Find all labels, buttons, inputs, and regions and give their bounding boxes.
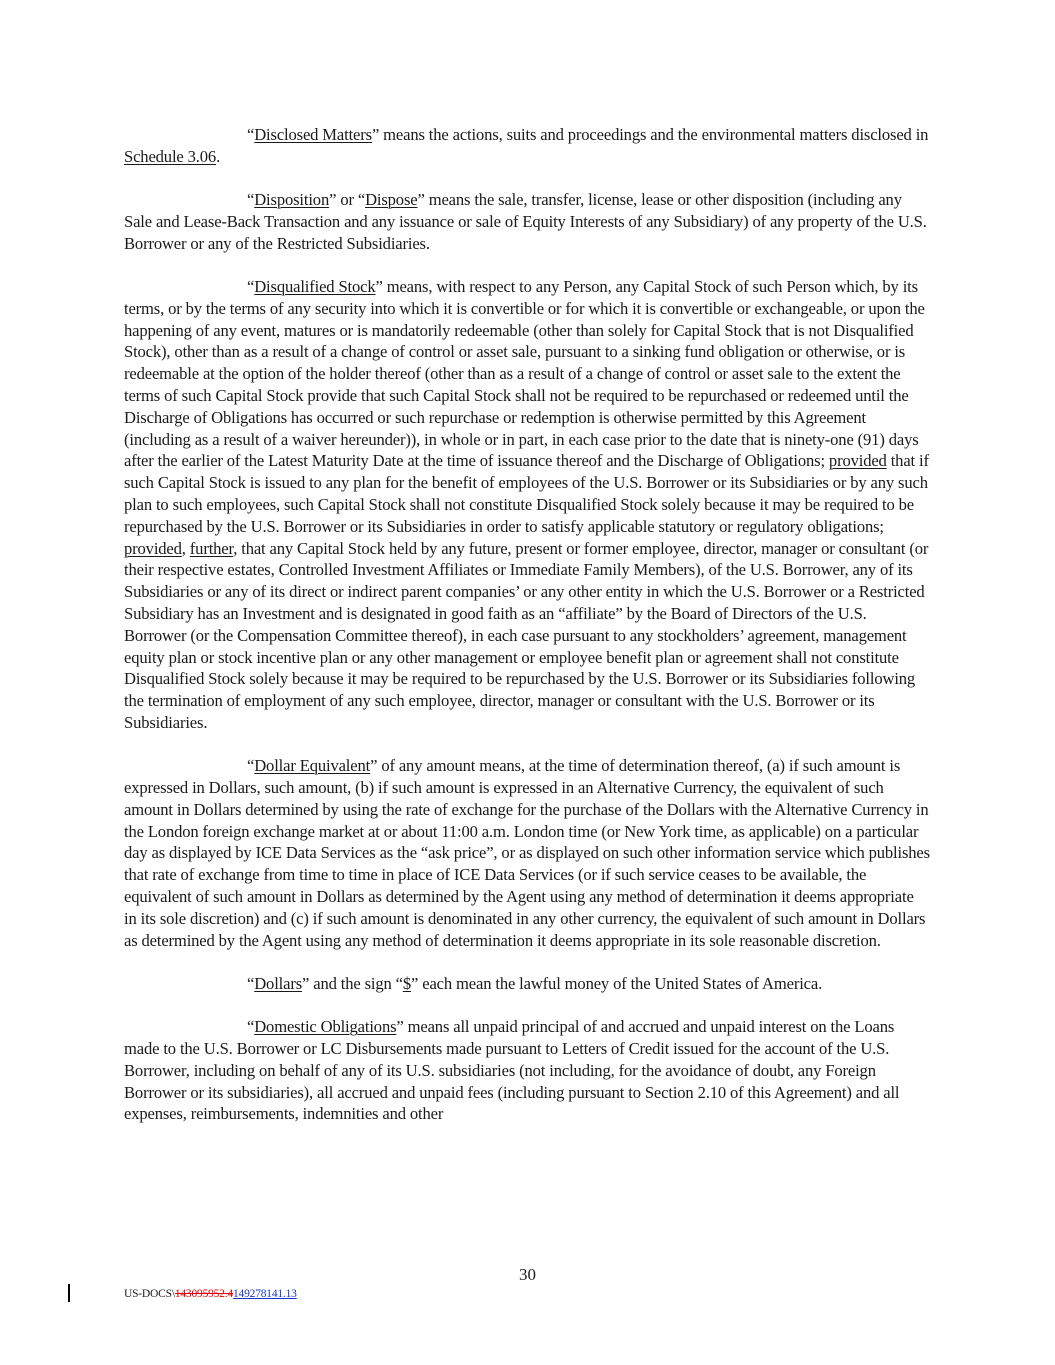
definition-text: that if such Capital Stock is issued to any plan for the benefit of employees of the U.S. Borrower or its Subsidiaries or by any such plan to such employees, such Capital Stock shall not constitute Disqualified Stock solely because it may be required to be repurchased by the U.S. Borrower or its Subsidiaries in order to satisfy applicable statutory or regulatory obligations; (124, 451, 929, 536)
definition-domestic-obligations (124, 1016, 930, 1125)
deleted-doc-id: 143095952.4 (174, 1288, 233, 1300)
further-term: further (189, 538, 234, 558)
definition-text: ” of any amount means, at the time of determination thereof, (a) if such amount is expressed in Dollars, such amount, (b) if such amount is expressed in an Alternative Currency, the equivalent of such amount in Dollars determined by using the rate of exchange for the purchase of the Dollars with the Alternative Currency in the London foreign exchange market at or about 11:00 a.m. London time (or New York time, as applicable) on a particular day as displayed by ICE Data Services as the “ask price”, or as displayed on such other information service which publishes that rate of exchange from time to time in place of ICE Data Services (or if such service ceases to be available, the equivalent of such amount in Dollars as determined by the Agent using any method of determination it deems appropriate in its sole discretion) and (c) if such amount is denominated in any other currency, the equivalent of such amount in Dollars as determined by the Agent using any method of determination it deems appropriate in its sole reasonable discretion. (124, 756, 930, 950)
definition-text: ” means the sale, transfer, license, lease or other disposition (including any Sale and Lease-Back Transaction and any issuance or sale of Equity Interests of any Subsidiary) of any property of the U.S. Borrower or any of the Restricted Subsidiaries. (124, 190, 927, 253)
footer-document-id (124, 1288, 297, 1300)
definition-text: ” or “ (329, 190, 366, 210)
definition-text: . (216, 146, 221, 166)
provided-term: provided (828, 451, 887, 471)
open-quote: “ (247, 1017, 255, 1037)
defined-term: Dispose (365, 190, 418, 210)
inserted-doc-id: 149278141.13 (233, 1288, 297, 1300)
open-quote: “ (247, 276, 255, 296)
defined-term: Disqualified Stock (254, 276, 376, 296)
document-body (124, 124, 930, 1147)
definition-text: , that any Capital Stock held by any future, present or former employee, director, manager or consultant (or their respective estates, Controlled Investment Affiliates or Immediate Family Members), of the U.S. Borrower, any of its Subsidiaries or any of its direct or indirect parent companies’ or any other entity in which the U.S. Borrower or a Restricted Subsidiary has an Investment and is designated in good faith as an “affiliate” by the Board of Directors of the U.S. Borrower (or the Compensation Committee thereof), in each case pursuant to any stockholders’ agreement, management equity plan or stock incentive plan or any other management or employee benefit plan or agreement shall not constitute Disqualified Stock solely because it may be required to be repurchased by the U.S. Borrower or its Subsidiaries following the termination of employment of any such employee, director, manager or consultant with the U.S. Borrower or its Subsidiaries. (124, 538, 929, 732)
defined-term: Dollar Equivalent (254, 756, 371, 776)
dollar-sign-term: $ (402, 973, 412, 993)
open-quote: “ (247, 190, 255, 210)
definition-text: ” each mean the lawful money of the United States of America. (411, 973, 823, 993)
provided-term: provided (124, 538, 182, 558)
definition-text: ” means all unpaid principal of and accrued and unpaid interest on the Loans made to the U.S. Borrower or LC Disbursements made pursuant to Letters of Credit issued for the account of the U.S. Borrower, including on behalf of any of its U.S. subsidiaries (not including, for the avoidance of doubt, any Foreign Borrower or its subsidiaries), all accrued and unpaid fees (including pursuant to Section 2.10 of this Agreement) and all expenses, reimbursements, indemnities and other (124, 1017, 900, 1124)
defined-term: Dollars (254, 973, 303, 993)
revision-change-bar (68, 1284, 70, 1302)
definition-text: , (181, 538, 190, 558)
open-quote: “ (247, 125, 255, 144)
page-number: 30 (519, 1265, 536, 1284)
definition-text: ” means, with respect to any Person, any Capital Stock of such Person which, by its terms, or by the terms of any security into which it is convertible or for which it is convertible or exchangeable, or upon the happening of any event, matures or is mandatorily redeemable (other than solely for Capital Stock that is not Disqualified Stock), other than as a result of a change of control or asset sale, pursuant to a sinking fund obligation or otherwise, or is redeemable at the option of the holder thereof (other than as a result of a change of control or asset sale to the extent the terms of such Capital Stock provide that such Capital Stock shall not be required to be repurchased or redeemed until the Discharge of Obligations has occurred or such repurchase or redemption is otherwise permitted by this Agreement (including as a result of a waiver hereunder)), in whole or in part, in each case prior to the date that is ninety-one (91) days after the earlier of the Latest Maturity Date at the time of issuance thereof and the Discharge of Obligations; (124, 276, 925, 471)
open-quote: “ (247, 973, 255, 993)
defined-term: Disclosed Matters (254, 125, 372, 144)
open-quote: “ (247, 756, 255, 776)
definition-text: ” means the actions, suits and proceedings and the environmental matters disclosed in (371, 125, 929, 144)
definition-disqualified-stock (124, 276, 930, 734)
definition-dollar-equivalent (124, 755, 930, 951)
footer-prefix: US-DOCS\ (124, 1288, 175, 1300)
definition-dollars (124, 973, 930, 995)
definition-disclosed-matters (124, 124, 930, 168)
defined-term: Domestic Obligations (254, 1017, 397, 1037)
defined-term: Disposition (254, 190, 330, 210)
definition-text: ” and the sign “ (302, 973, 403, 993)
schedule-reference: Schedule 3.06 (124, 146, 217, 166)
definition-disposition (124, 189, 930, 254)
